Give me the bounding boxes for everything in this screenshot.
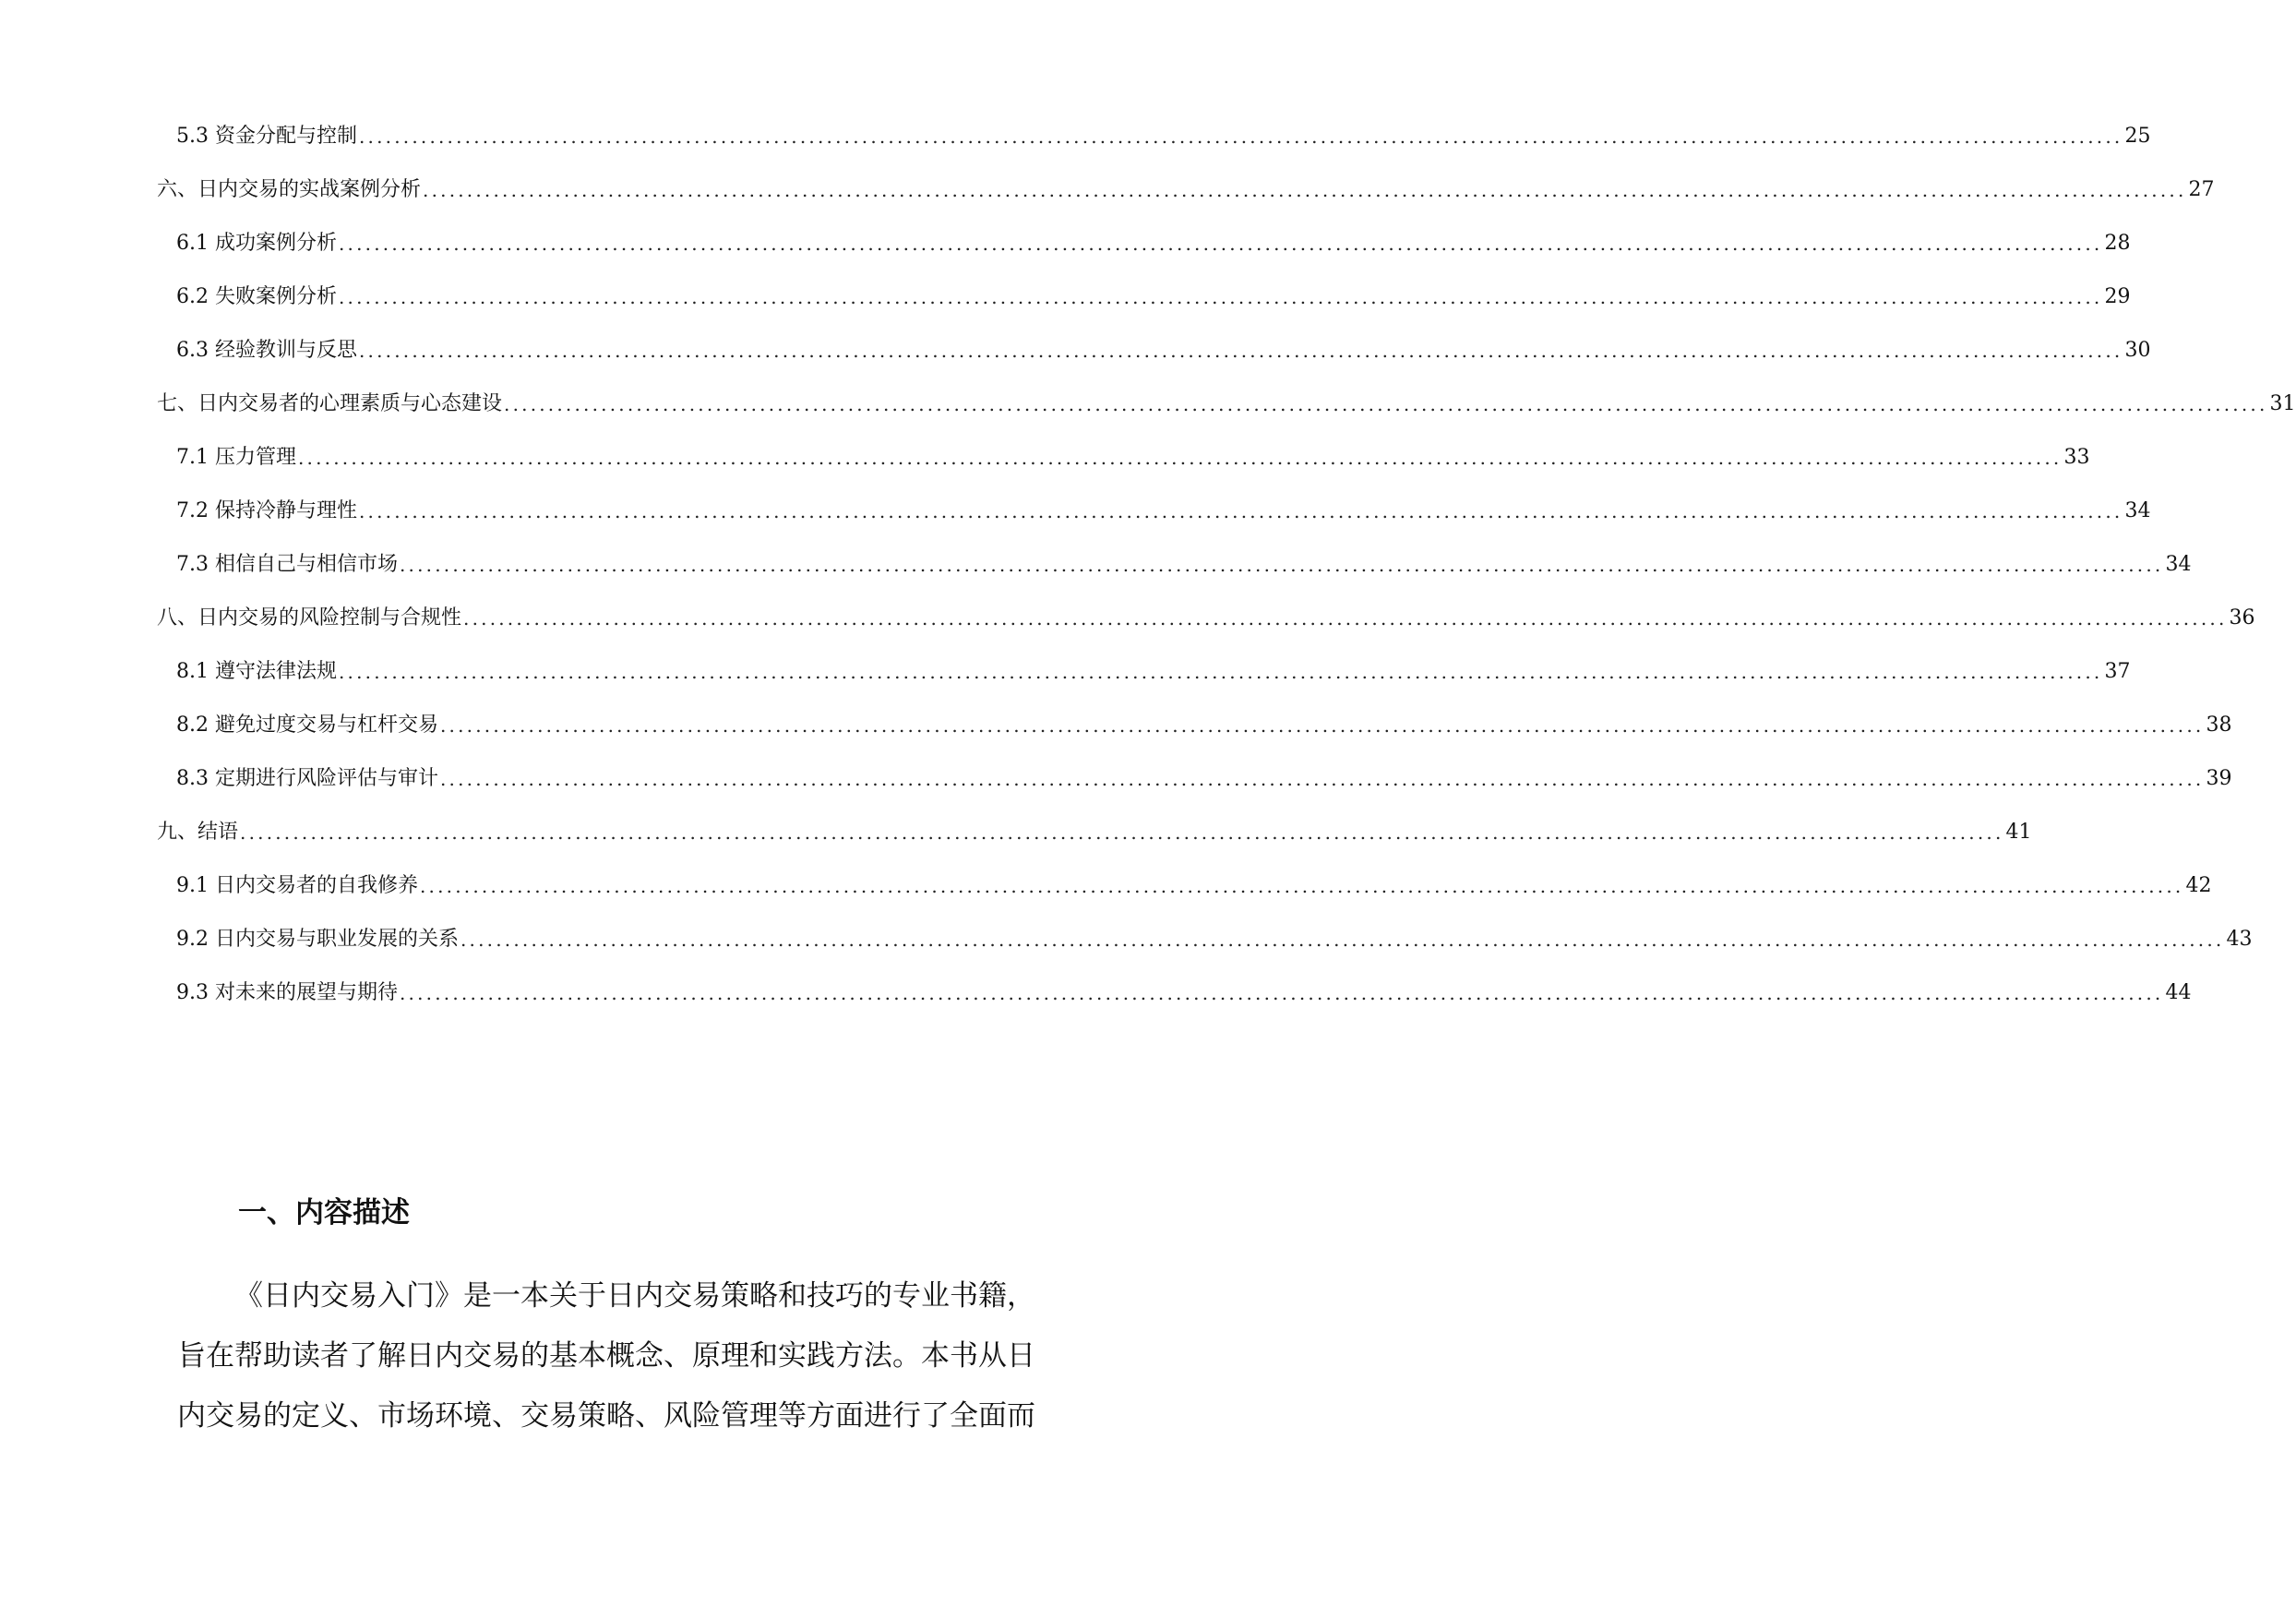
toc-entry[interactable] <box>176 870 2212 902</box>
toc-entry[interactable] <box>176 656 2131 688</box>
toc-entry-label: 七、日内交易者的心理素质与心态建设 <box>157 392 503 415</box>
toc-entry[interactable] <box>176 496 2151 527</box>
toc-leader-dots: ........................................................................................................................................................................................................ <box>358 500 2123 522</box>
toc-entry-page-number: 25 <box>2124 125 2151 148</box>
toc-entry-label: 8.3 定期进行风险评估与审计 <box>176 767 438 790</box>
toc-leader-dots: ........................................................................................................................................................................................................ <box>439 768 2205 790</box>
toc-entry[interactable] <box>176 549 2192 581</box>
paragraph-line: 旨在帮助读者了解日内交易的基本概念、原理和实践方法。本书从日 <box>177 1339 1035 1373</box>
toc-entry-label: 六、日内交易的实战案例分析 <box>157 178 422 201</box>
toc-entry-label: 9.3 对未来的展望与期待 <box>176 981 398 1004</box>
toc-leader-dots: ........................................................................................................................................................................................................ <box>297 447 2063 469</box>
toc-entry-label: 7.3 相信自己与相信市场 <box>176 553 398 576</box>
toc-entry-label: 6.2 失败案例分析 <box>176 285 337 308</box>
toc-leader-dots: ........................................................................................................................................................................................................ <box>399 982 2164 1004</box>
toc-entry-label: 7.2 保持冷静与理性 <box>176 499 357 522</box>
toc-entry[interactable] <box>157 174 2215 206</box>
toc-entry[interactable] <box>176 228 2131 259</box>
toc-entry[interactable] <box>176 710 2232 741</box>
toc-entry-page-number: 28 <box>2104 232 2131 255</box>
toc-entry[interactable] <box>176 763 2232 795</box>
toc-entry[interactable] <box>176 924 2253 955</box>
toc-entry-page-number: 42 <box>2185 874 2212 897</box>
toc-leader-dots: ........................................................................................................................................................................................................ <box>463 607 2228 630</box>
toc-entry-page-number: 44 <box>2165 981 2192 1004</box>
toc-entry-page-number: 43 <box>2226 928 2253 951</box>
toc-leader-dots: ........................................................................................................................................................................................................ <box>240 821 2004 844</box>
toc-leader-dots: ........................................................................................................................................................................................................ <box>419 875 2184 897</box>
toc-leader-dots: ........................................................................................................................................................................................................ <box>358 340 2123 362</box>
toc-entry-label: 7.1 压力管理 <box>176 446 296 469</box>
toc-entry-label: 5.3 资金分配与控制 <box>176 125 357 148</box>
toc-entry[interactable] <box>157 389 2296 420</box>
toc-entry-page-number: 39 <box>2206 767 2232 790</box>
toc-entry-label: 九、结语 <box>157 821 239 844</box>
toc-entry[interactable] <box>157 603 2255 634</box>
toc-entry-page-number: 37 <box>2104 660 2131 683</box>
toc-entry[interactable] <box>176 282 2131 313</box>
toc-leader-dots: ........................................................................................................................................................................................................ <box>439 714 2205 737</box>
toc-entry[interactable] <box>176 335 2151 366</box>
toc-leader-dots: ........................................................................................................................................................................................................ <box>358 126 2123 148</box>
toc-leader-dots: ........................................................................................................................................................................................................ <box>423 179 2187 201</box>
toc-entry-page-number: 29 <box>2104 285 2131 308</box>
toc-entry-page-number: 34 <box>2124 499 2151 522</box>
body-paragraph <box>177 1266 1035 1446</box>
toc-entry-page-number: 30 <box>2124 339 2151 362</box>
toc-entry-label: 6.3 经验教训与反思 <box>176 339 357 362</box>
toc-entry[interactable] <box>176 977 2192 1009</box>
toc-entry-label: 9.1 日内交易者的自我修养 <box>176 874 418 897</box>
toc-entry-label: 8.2 避免过度交易与杠杆交易 <box>176 714 438 737</box>
toc-entry-label: 八、日内交易的风险控制与合规性 <box>157 606 462 630</box>
toc-entry-page-number: 36 <box>2229 606 2255 630</box>
toc-leader-dots: ........................................................................................................................................................................................................ <box>338 661 2103 683</box>
paragraph-line: 《日内交易入门》是一本关于日内交易策略和技巧的专业书籍， <box>234 1279 1035 1313</box>
toc-entry[interactable] <box>157 817 2032 848</box>
toc-entry-page-number: 34 <box>2165 553 2192 576</box>
toc-entry-page-number: 38 <box>2206 714 2232 737</box>
toc-entry-label: 9.2 日内交易与职业发展的关系 <box>176 928 459 951</box>
toc-entry-page-number: 27 <box>2188 178 2215 201</box>
paragraph-line: 内交易的定义、市场环境、交易策略、风险管理等方面进行了全面而 <box>177 1399 1035 1433</box>
toc-entry-page-number: 33 <box>2063 446 2090 469</box>
toc-leader-dots: ........................................................................................................................................................................................................ <box>460 929 2225 951</box>
toc-entry-label: 6.1 成功案例分析 <box>176 232 337 255</box>
toc-leader-dots: ........................................................................................................................................................................................................ <box>338 286 2103 308</box>
toc-leader-dots: ........................................................................................................................................................................................................ <box>338 233 2103 255</box>
toc-leader-dots: ........................................................................................................................................................................................................ <box>399 554 2164 576</box>
toc-entry-page-number: 41 <box>2005 821 2032 844</box>
section-heading: 一、内容描述 <box>238 1196 410 1229</box>
toc-leader-dots: ........................................................................................................................................................................................................ <box>504 393 2268 415</box>
toc-entry[interactable] <box>176 121 2151 152</box>
toc-entry-label: 8.1 遵守法律法规 <box>176 660 337 683</box>
toc-entry-page-number: 31 <box>2269 392 2296 415</box>
toc-entry[interactable] <box>176 442 2090 474</box>
